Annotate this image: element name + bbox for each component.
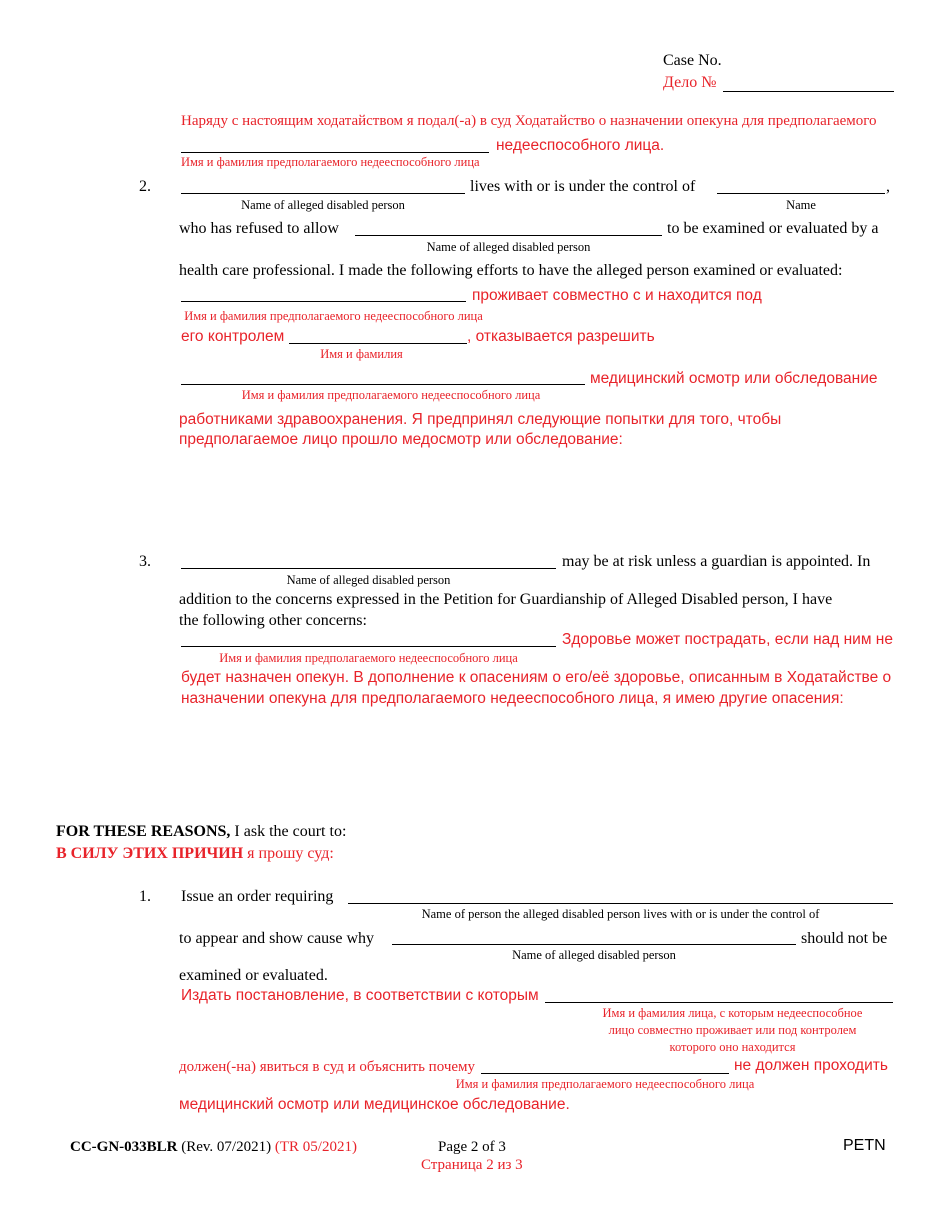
item2-cap-alleged-2: Name of alleged disabled person: [426, 240, 591, 254]
request1-appear-text: to appear and show cause why: [179, 930, 375, 947]
request1-ru-must: должен(-на) явиться в суд и объяснить почему: [179, 1059, 476, 1075]
item2-ru-lives: проживает совместно с и находится под: [472, 287, 762, 304]
reasons-en-rest: I ask the court to:: [230, 823, 347, 840]
request1-cap-person: Name of person the alleged disabled person lives with or is under the control of: [421, 907, 820, 921]
request1-examined: examined or evaluated.: [179, 967, 328, 984]
item2-lives-text: lives with or is under the control of: [470, 178, 696, 195]
intro-ru-name-field[interactable]: [181, 152, 489, 153]
item2-ru-control: его контролем: [181, 328, 285, 345]
item2-ru-controller-field[interactable]: [289, 343, 467, 344]
item2-ru-passed: предполагаемое лицо прошло медосмотр или обследование:: [179, 431, 623, 448]
item2-ru-cap2: Имя и фамилия: [320, 347, 403, 361]
item2-cap-name: Name: [786, 198, 816, 212]
request1-should-not: should not be: [801, 930, 888, 947]
item3-ru-guardian: будет назначен опекун. В дополнение к опасениям о его/её здоровье, описанным в Ходатайстве о: [181, 669, 892, 686]
item3-addition-text: addition to the concerns expressed in the Petition for Guardianship of Alleged Disabled person, I have: [179, 591, 833, 608]
item2-controller-name-field[interactable]: [717, 193, 885, 194]
item2-examined-text: to be examined or evaluated by a: [667, 220, 879, 237]
item3-following-text: the following other concerns:: [179, 612, 367, 629]
item3-ru-health: Здоровье может пострадать, если над ним не: [562, 631, 893, 648]
item3-alleged-name-field[interactable]: [181, 568, 556, 569]
intro-ru-caption: Имя и фамилия предполагаемого недееспособного лица: [181, 155, 480, 169]
request1-ru-cap-a: Имя и фамилия лица, с которым недееспособное: [602, 1006, 863, 1020]
request1-alleged-field[interactable]: [392, 944, 796, 945]
item2-alleged-name-field-2[interactable]: [355, 235, 662, 236]
footer-form-code: CC-GN-033BLR: [70, 1139, 178, 1155]
reasons-ru-bold: В СИЛУ ЭТИХ ПРИЧИН: [56, 845, 244, 862]
item2-ru-workers: работниками здравоохранения. Я предпринял следующие попытки для того, чтобы: [179, 411, 782, 428]
footer-rev: (Rev. 07/2021): [177, 1139, 272, 1155]
item3-ru-cap: Имя и фамилия предполагаемого недееспособного лица: [219, 651, 518, 665]
item2-cap-alleged: Name of alleged disabled person: [241, 198, 405, 212]
request1-ru-cap-b: лицо совместно проживает или под контролем: [608, 1023, 857, 1037]
item2-health-text: health care professional. I made the following efforts to have the alleged person examined or evaluated:: [179, 262, 843, 279]
request1-ru-must-not: не должен проходить: [734, 1057, 888, 1074]
item3-number: 3.: [139, 553, 151, 570]
item2-ru-cap3: Имя и фамилия предполагаемого недееспособного лица: [241, 388, 541, 402]
item3-ru-other: назначении опекуна для предполагаемого недееспособного лица, я имею другие опасения:: [181, 690, 844, 707]
footer-page-en: Page 2 of 3: [438, 1139, 506, 1155]
request1-person-field[interactable]: [348, 903, 893, 904]
request1-number: 1.: [139, 888, 151, 905]
footer-tr: (TR 05/2021): [271, 1139, 357, 1155]
request1-ru-person-field[interactable]: [545, 1002, 893, 1003]
request1-ru-issue: Издать постановление, в соответствии с которым: [181, 987, 539, 1004]
item2-comma: ,: [886, 178, 890, 195]
footer-form-id: [70, 1139, 357, 1156]
reasons-ru: [56, 845, 334, 863]
item3-risk-text: may be at risk unless a guardian is appointed. In: [562, 553, 871, 570]
reasons-ru-rest: я прошу суд:: [243, 845, 334, 862]
case-no-label: Case No.: [663, 52, 722, 69]
footer-petn: PETN: [843, 1137, 886, 1154]
reasons-en-bold: FOR THESE REASONS,: [56, 823, 231, 840]
item2-alleged-name-field[interactable]: [181, 193, 465, 194]
request1-issue-text: Issue an order requiring: [181, 888, 334, 905]
request1-ru-medical: медицинский осмотр или медицинское обследование.: [179, 1096, 570, 1113]
item3-cap-alleged: Name of alleged disabled person: [286, 573, 451, 587]
case-no-field[interactable]: [723, 91, 894, 92]
item2-ru-refuses: , отказывается разрешить: [467, 328, 655, 345]
request1-cap-alleged: Name of alleged disabled person: [512, 948, 676, 962]
reasons-en: [56, 823, 346, 841]
item2-ru-name-field[interactable]: [181, 301, 466, 302]
request1-ru-alleged-field[interactable]: [481, 1073, 729, 1074]
request1-ru-cap2: Имя и фамилия предполагаемого недееспособного лица: [455, 1077, 755, 1091]
item2-ru-medical: медицинский осмотр или обследование: [590, 370, 878, 387]
footer-page-ru: Страница 2 из 3: [421, 1157, 523, 1173]
case-no-label-ru: Дело №: [663, 74, 717, 91]
item2-who-refused: who has refused to allow: [179, 220, 339, 237]
item2-ru-alleged-field[interactable]: [181, 384, 585, 385]
intro-ru-line1: Наряду с настоящим ходатайством я подал(-а) в суд Ходатайство о назначении опекуна для предполагаемого: [181, 113, 877, 129]
item2-number: 2.: [139, 178, 151, 195]
item3-ru-name-field[interactable]: [181, 646, 556, 647]
intro-ru-line2: недееспособного лица.: [496, 137, 665, 154]
request1-ru-cap-c: которого оно находится: [669, 1040, 796, 1054]
item2-ru-cap1: Имя и фамилия предполагаемого недееспособного лица: [184, 309, 483, 323]
